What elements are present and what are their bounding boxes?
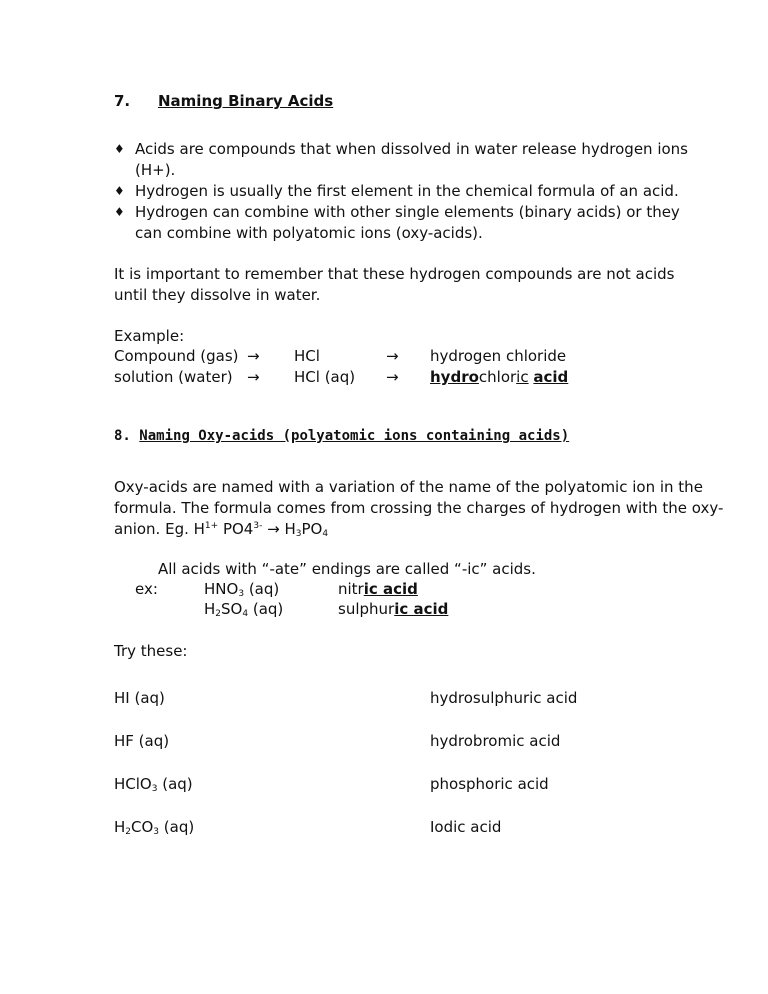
practice-row-2-formula: HF (aq): [114, 732, 170, 750]
ion-po4: PO4: [218, 520, 254, 538]
example-row-1-arrow: →: [247, 347, 260, 365]
example-row-1-label: Compound (gas): [114, 347, 239, 365]
subscript-4: 4: [322, 529, 329, 539]
example-row-1-name: hydrogen chloride: [430, 347, 567, 365]
name-suffix-ic: ic: [516, 368, 529, 386]
bullet-2-line-1: Hydrogen is usually the first element in the chemical formula of an acid.: [135, 182, 679, 200]
subscript-3: 3: [295, 529, 302, 539]
note-line-1: It is important to remember that these hydrogen compounds are not acids: [114, 265, 675, 283]
bullet-diamond-icon: ♦: [114, 184, 125, 198]
f-sub: 3: [151, 784, 158, 794]
f-post: (aq): [248, 600, 284, 618]
practice-row-4-name: Iodic acid: [430, 818, 502, 836]
n-ic-acid: ic acid: [363, 580, 418, 598]
f-sub: 2: [125, 827, 132, 837]
n-ic-acid: ic acid: [394, 600, 449, 618]
practice-row-3-name: phosphoric acid: [430, 775, 549, 793]
f-mid: SO: [221, 600, 243, 618]
ex-label: ex:: [135, 580, 158, 598]
para-line-1: Oxy-acids are named with a variation of the name of the polyatomic ion in the: [114, 478, 703, 496]
example-row-2-arrow: →: [247, 368, 260, 386]
name-root: chlor: [478, 368, 517, 386]
bullet-3-line-2: can combine with polyatomic ions (oxy-acids).: [135, 224, 483, 242]
bullet-1-line-2: (H+).: [135, 161, 176, 179]
section-8-title: Naming Oxy-acids (polyatomic ions containing acids): [139, 428, 570, 444]
example-row-2-arrow-2: →: [386, 368, 399, 386]
f-post: (aq): [159, 818, 195, 836]
bullet-1-line-1: Acids are compounds that when dissolved in water release hydrogen ions: [135, 140, 688, 158]
f-sub: 2: [215, 609, 222, 619]
practice-row-3-formula: [114, 775, 193, 794]
example-row-2-formula: HCl (aq): [294, 368, 356, 386]
practice-row-1-name: hydrosulphuric acid: [430, 689, 578, 707]
section-8-number: 8.: [114, 428, 131, 444]
example-row-1-arrow-2: →: [386, 347, 399, 365]
ex-row-1-name: [338, 580, 418, 598]
practice-row-2-name: hydrobromic acid: [430, 732, 561, 750]
n-pre: sulphur: [338, 600, 395, 618]
section-7-title: Naming Binary Acids: [158, 92, 334, 110]
f-pre: H: [114, 818, 126, 836]
charge-3minus: 3-: [253, 521, 263, 531]
arrow-h: → H: [262, 520, 296, 538]
f-mid: CO: [131, 818, 154, 836]
f-pre: H: [204, 600, 216, 618]
bullet-3-line-1: Hydrogen can combine with other single elements (binary acids) or they: [135, 203, 680, 221]
practice-row-4-formula: [114, 818, 194, 837]
po-text: PO: [301, 520, 323, 538]
para-line-2: formula. The formula comes from crossing the charges of hydrogen with the oxy-: [114, 499, 724, 517]
f-post: (aq): [157, 775, 193, 793]
example-label: Example:: [114, 327, 185, 345]
bullet-diamond-icon: ♦: [114, 142, 125, 156]
f-pre: HNO: [204, 580, 239, 598]
eg-text: anion. Eg. H: [114, 520, 205, 538]
rule-text: All acids with “-ate” endings are called “-ic” acids.: [158, 560, 536, 578]
example-row-2-name: [430, 368, 568, 386]
f-pre: HClO: [114, 775, 152, 793]
ex-row-1-formula: [204, 580, 279, 599]
f-sub-2: 3: [153, 827, 160, 837]
f-sub: 3: [238, 589, 245, 599]
practice-row-1-formula: HI (aq): [114, 689, 165, 707]
n-pre: nitr: [338, 580, 364, 598]
ex-row-2-formula: [204, 600, 283, 619]
bullet-diamond-icon: ♦: [114, 205, 125, 219]
example-row-2-label: solution (water): [114, 368, 233, 386]
name-acid: acid: [533, 368, 569, 386]
f-sub-2: 4: [242, 609, 249, 619]
f-post: (aq): [244, 580, 280, 598]
para-line-3: [114, 520, 328, 539]
ex-row-2-name: [338, 600, 448, 618]
note-line-2: until they dissolve in water.: [114, 286, 321, 304]
section-7-number: 7.: [114, 92, 131, 110]
practice-heading: Try these:: [114, 642, 188, 660]
example-row-1-formula: HCl: [294, 347, 320, 365]
section-8-heading: [114, 428, 569, 444]
name-prefix-hydro: hydro: [430, 368, 479, 386]
charge-1plus: 1+: [204, 521, 219, 531]
